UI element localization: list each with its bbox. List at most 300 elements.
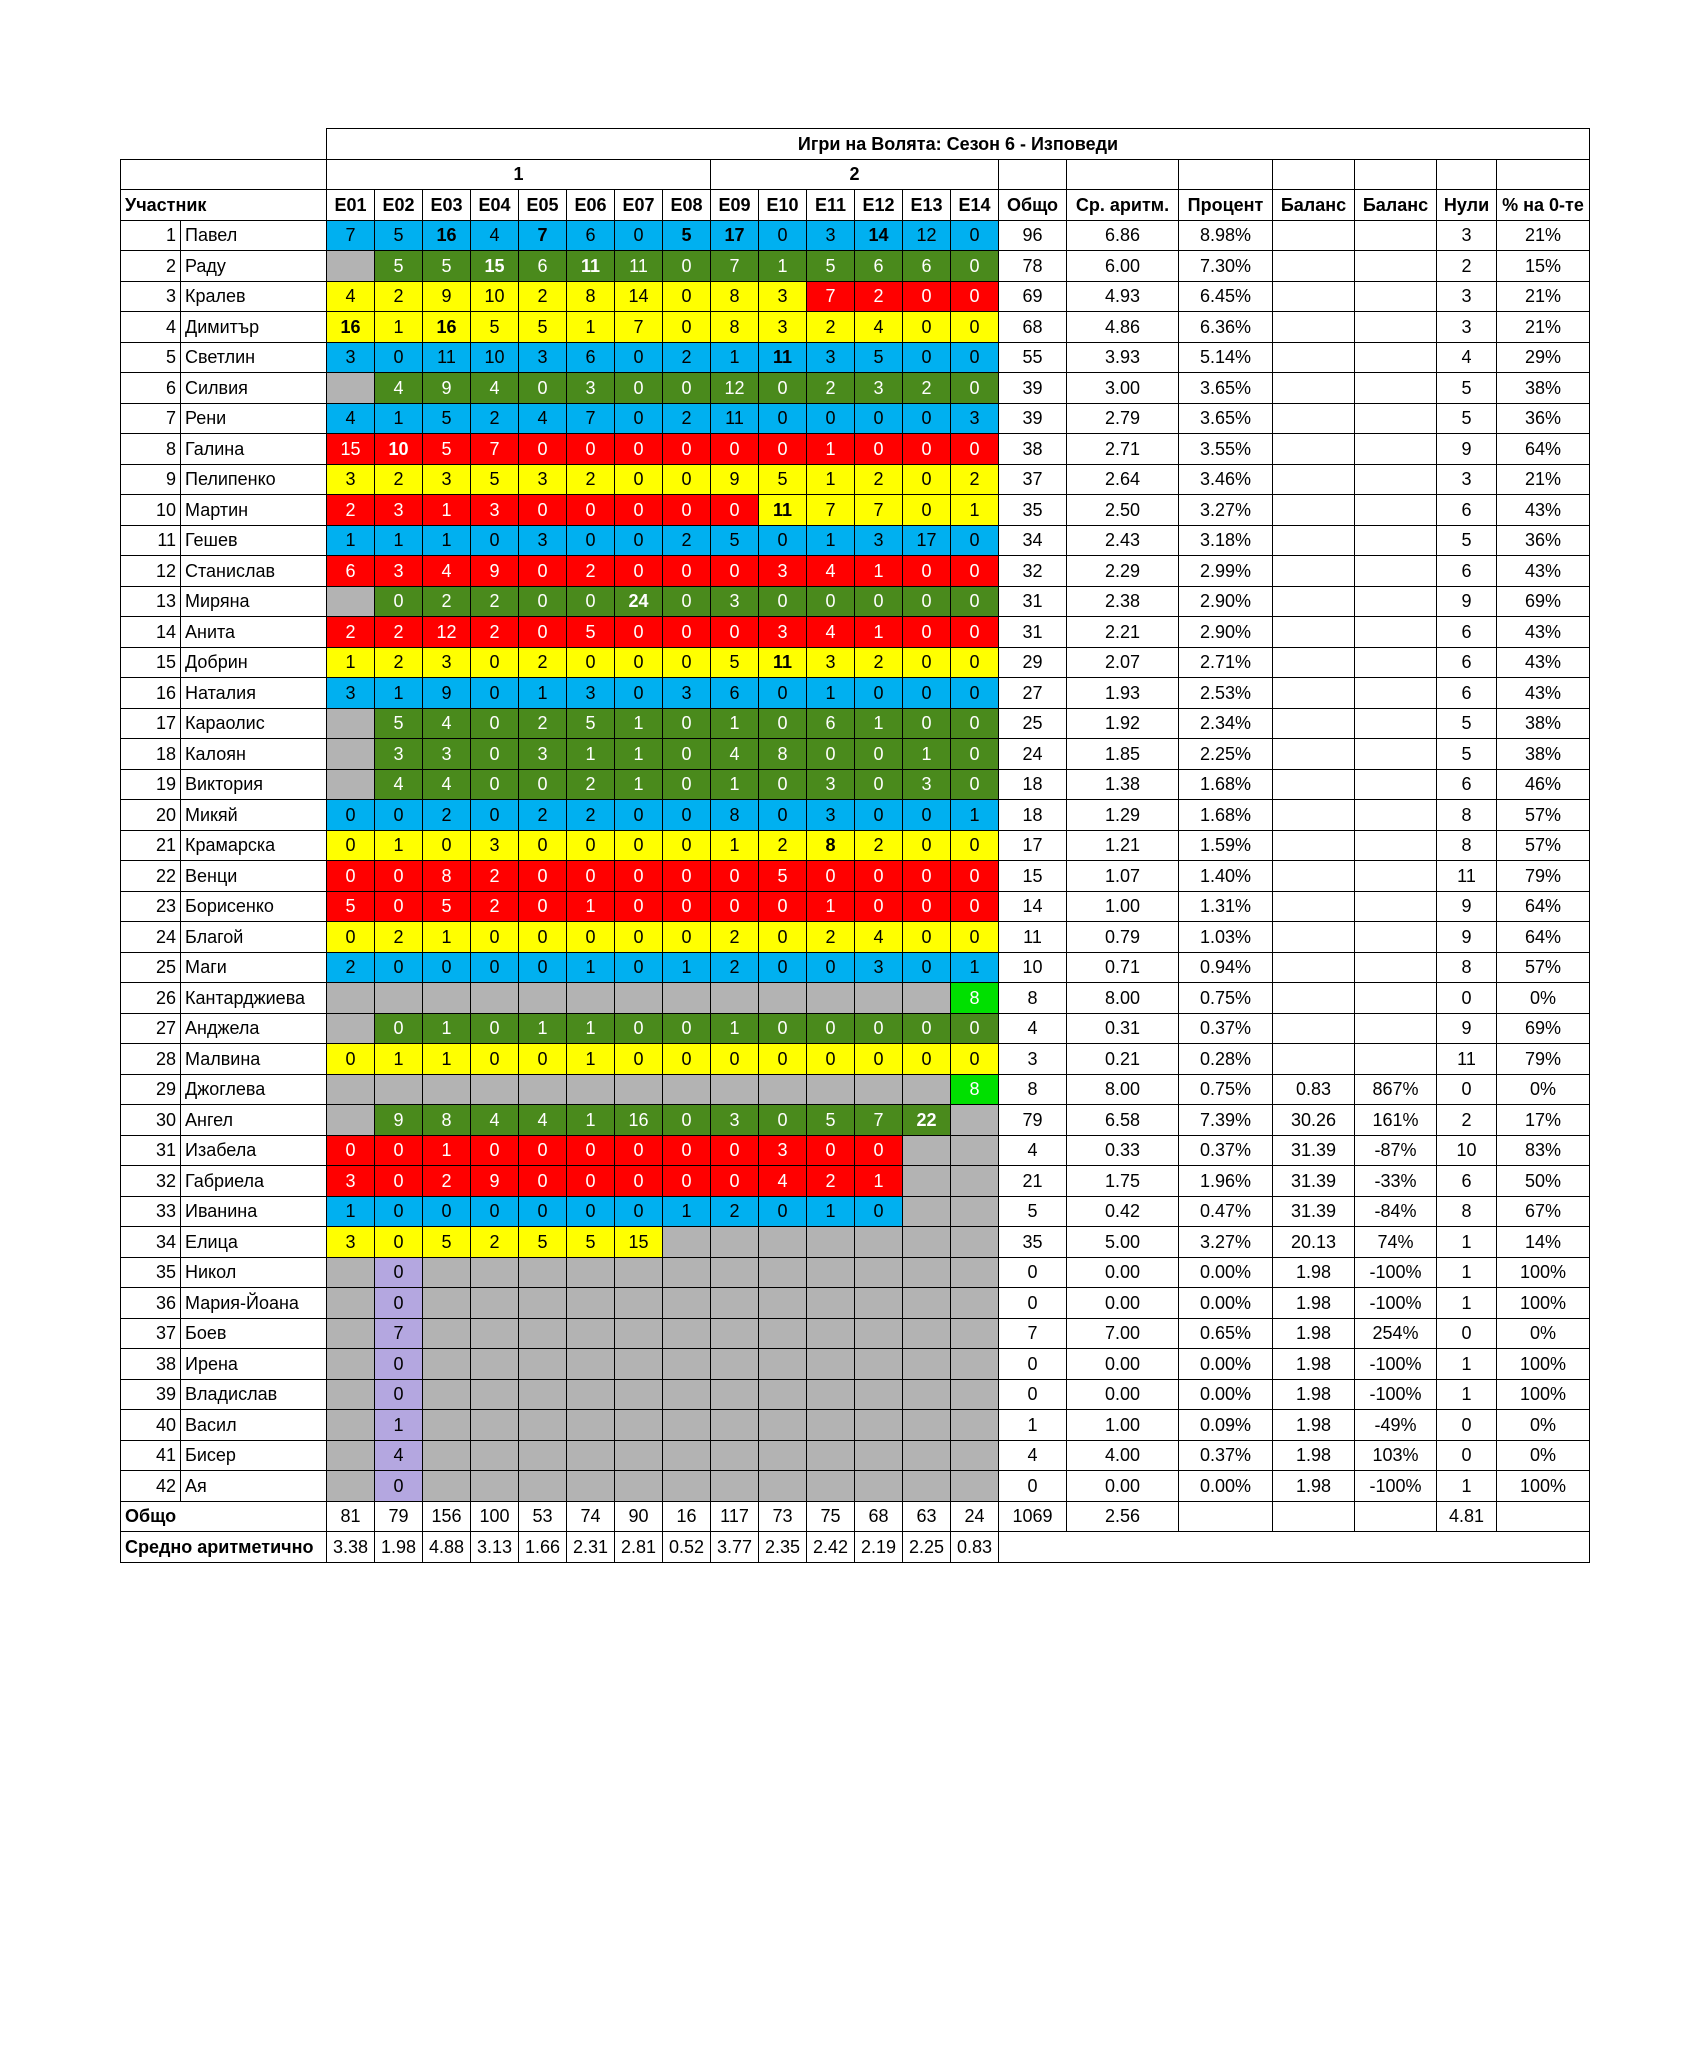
total-cell: 39: [999, 403, 1067, 434]
balance2-cell: -49%: [1355, 1410, 1437, 1441]
score-cell: [807, 1074, 855, 1105]
score-cell: [855, 1318, 903, 1349]
score-cell: [327, 1074, 375, 1105]
balance2-cell: 74%: [1355, 1227, 1437, 1258]
score-cell: [423, 1257, 471, 1288]
row-number: 9: [121, 464, 181, 495]
zeros-pct-cell: 57%: [1497, 830, 1590, 861]
score-cell: [663, 1410, 711, 1441]
episode-average: 0.83: [951, 1532, 999, 1563]
score-cell: 1: [567, 952, 615, 983]
score-cell: 0: [615, 617, 663, 648]
score-cell: 1: [567, 739, 615, 770]
score-cell: 0: [471, 739, 519, 770]
score-cell: 8: [423, 861, 471, 892]
row-number: 28: [121, 1044, 181, 1075]
zeros-pct-cell: 36%: [1497, 525, 1590, 556]
total-cell: 0: [999, 1379, 1067, 1410]
score-cell: 3: [759, 281, 807, 312]
row-number: 39: [121, 1379, 181, 1410]
balance2-cell: [1355, 800, 1437, 831]
row-number: 7: [121, 403, 181, 434]
balance1-cell: 1.98: [1273, 1379, 1355, 1410]
score-cell: 3: [375, 556, 423, 587]
percent-cell: 6.36%: [1179, 312, 1273, 343]
episode-total: 100: [471, 1501, 519, 1532]
score-cell: [807, 1349, 855, 1380]
score-cell: [519, 1318, 567, 1349]
balance1-cell: [1273, 952, 1355, 983]
participant-name: Бисер: [181, 1440, 327, 1471]
score-cell: 3: [423, 739, 471, 770]
score-cell: 2: [519, 281, 567, 312]
score-cell: 5: [423, 1227, 471, 1258]
zeros-cell: 8: [1437, 830, 1497, 861]
balance1-cell: [1273, 739, 1355, 770]
score-cell: [471, 1471, 519, 1502]
score-cell: 2: [663, 525, 711, 556]
score-cell: 0: [663, 1044, 711, 1075]
balance2-cell: -100%: [1355, 1349, 1437, 1380]
title-blank: [121, 129, 327, 160]
episode-total: 79: [375, 1501, 423, 1532]
score-cell: [327, 739, 375, 770]
score-cell: [807, 1227, 855, 1258]
average-cell: 4.86: [1067, 312, 1179, 343]
total-cell: 79: [999, 1105, 1067, 1136]
balance2-cell: [1355, 647, 1437, 678]
score-cell: 0: [951, 525, 999, 556]
score-cell: 0: [615, 1196, 663, 1227]
score-cell: 3: [663, 678, 711, 709]
table-row: [121, 647, 1590, 678]
score-cell: 0: [663, 769, 711, 800]
zeros-pct-cell: 17%: [1497, 1105, 1590, 1136]
balance1-cell: 1.98: [1273, 1471, 1355, 1502]
score-cell: [855, 1440, 903, 1471]
score-cell: [759, 983, 807, 1014]
table-row: [121, 251, 1590, 282]
balance2-cell: 254%: [1355, 1318, 1437, 1349]
score-cell: 6: [807, 708, 855, 739]
balance2-cell: [1355, 769, 1437, 800]
score-cell: [759, 1379, 807, 1410]
percent-cell: 1.03%: [1179, 922, 1273, 953]
score-cell: [327, 708, 375, 739]
score-cell: [951, 1166, 999, 1197]
score-cell: 0: [615, 922, 663, 953]
score-cell: 0: [471, 647, 519, 678]
score-cell: [567, 1440, 615, 1471]
score-cell: [423, 1288, 471, 1319]
score-cell: 9: [375, 1105, 423, 1136]
score-cell: 4: [471, 220, 519, 251]
score-cell: [807, 983, 855, 1014]
score-cell: 1: [855, 1166, 903, 1197]
zeros-cell: 11: [1437, 1044, 1497, 1075]
score-cell: 0: [327, 922, 375, 953]
score-cell: [855, 983, 903, 1014]
balance1-cell: [1273, 556, 1355, 587]
score-cell: [903, 1349, 951, 1380]
score-cell: 2: [423, 586, 471, 617]
score-cell: 0: [375, 1196, 423, 1227]
score-cell: 8: [759, 739, 807, 770]
blank-cell: [1355, 1501, 1437, 1532]
table-row: [121, 861, 1590, 892]
group-pad: [999, 159, 1067, 190]
score-cell: 0: [615, 891, 663, 922]
participant-name: Рени: [181, 403, 327, 434]
zeros-cell: 6: [1437, 647, 1497, 678]
score-cell: [423, 1440, 471, 1471]
score-cell: 0: [663, 312, 711, 343]
total-cell: 5: [999, 1196, 1067, 1227]
zeros-pct-cell: 100%: [1497, 1257, 1590, 1288]
balance2-cell: -100%: [1355, 1288, 1437, 1319]
balance1-cell: [1273, 800, 1355, 831]
score-cell: 1: [855, 617, 903, 648]
participant-name: Владислав: [181, 1379, 327, 1410]
score-cell: 0: [903, 403, 951, 434]
balance2-cell: [1355, 861, 1437, 892]
score-cell: 0: [423, 952, 471, 983]
score-cell: 0: [903, 464, 951, 495]
score-cell: [903, 1379, 951, 1410]
score-cell: 4: [807, 556, 855, 587]
score-cell: 0: [711, 1135, 759, 1166]
score-cell: 0: [375, 1166, 423, 1197]
episode-total: 74: [567, 1501, 615, 1532]
score-cell: 3: [519, 342, 567, 373]
score-cell: 1: [375, 312, 423, 343]
balance2-cell: [1355, 281, 1437, 312]
header-episode-e14: E14: [951, 190, 999, 221]
score-cell: 5: [423, 403, 471, 434]
average-cell: 3.93: [1067, 342, 1179, 373]
total-cell: 18: [999, 800, 1067, 831]
participant-name: Галина: [181, 434, 327, 465]
score-cell: 0: [567, 647, 615, 678]
score-cell: 0: [711, 495, 759, 526]
average-cell: 1.00: [1067, 891, 1179, 922]
score-cell: 2: [567, 769, 615, 800]
score-cell: 3: [711, 1105, 759, 1136]
score-cell: 4: [423, 769, 471, 800]
zeros-pct-cell: 0%: [1497, 1440, 1590, 1471]
zeros-cell: 2: [1437, 251, 1497, 282]
score-cell: 4: [327, 403, 375, 434]
table-row: [121, 1471, 1590, 1502]
percent-cell: 0.75%: [1179, 983, 1273, 1014]
score-cell: [663, 1227, 711, 1258]
score-cell: 5: [759, 464, 807, 495]
balance2-cell: 867%: [1355, 1074, 1437, 1105]
score-cell: [855, 1410, 903, 1441]
score-cell: 1: [567, 312, 615, 343]
balance1-cell: [1273, 251, 1355, 282]
header-episode-e03: E03: [423, 190, 471, 221]
score-cell: 1: [423, 525, 471, 556]
score-cell: 2: [663, 342, 711, 373]
score-cell: 0: [903, 312, 951, 343]
balance1-cell: 1.98: [1273, 1440, 1355, 1471]
score-cell: [615, 1288, 663, 1319]
participant-name: Калоян: [181, 739, 327, 770]
score-cell: 5: [423, 434, 471, 465]
total-cell: 27: [999, 678, 1067, 709]
score-cell: [759, 1318, 807, 1349]
row-number: 41: [121, 1440, 181, 1471]
balance1-cell: 20.13: [1273, 1227, 1355, 1258]
episode-total: 24: [951, 1501, 999, 1532]
score-cell: 5: [567, 617, 615, 648]
average-cell: 5.00: [1067, 1227, 1179, 1258]
score-cell: 0: [375, 342, 423, 373]
score-cell: [615, 1074, 663, 1105]
total-cell: 31: [999, 617, 1067, 648]
zeros-pct-cell: 36%: [1497, 403, 1590, 434]
balance1-cell: [1273, 708, 1355, 739]
balance1-cell: [1273, 281, 1355, 312]
score-cell: 3: [519, 525, 567, 556]
score-cell: 0: [711, 1044, 759, 1075]
score-cell: [807, 1318, 855, 1349]
score-cell: [615, 1349, 663, 1380]
average-cell: 4.93: [1067, 281, 1179, 312]
score-cell: 0: [567, 1166, 615, 1197]
balance2-cell: [1355, 1044, 1437, 1075]
row-number: 6: [121, 373, 181, 404]
total-cell: 25: [999, 708, 1067, 739]
score-cell: [903, 1227, 951, 1258]
percent-cell: 7.30%: [1179, 251, 1273, 282]
percent-cell: 2.34%: [1179, 708, 1273, 739]
score-cell: 4: [711, 739, 759, 770]
zeros-pct-cell: 21%: [1497, 281, 1590, 312]
table-row: [121, 1013, 1590, 1044]
percent-cell: 2.99%: [1179, 556, 1273, 587]
score-cell: 0: [903, 342, 951, 373]
total-cell: 11: [999, 922, 1067, 953]
balance2-cell: [1355, 830, 1437, 861]
score-cell: 0: [519, 952, 567, 983]
episode-total: 63: [903, 1501, 951, 1532]
score-cell: 0: [423, 1196, 471, 1227]
score-cell: 0: [903, 647, 951, 678]
average-cell: 3.00: [1067, 373, 1179, 404]
score-cell: 3: [567, 373, 615, 404]
zeros-pct-cell: 29%: [1497, 342, 1590, 373]
score-cell: 0: [615, 830, 663, 861]
score-cell: 2: [519, 800, 567, 831]
participant-name: Миряна: [181, 586, 327, 617]
score-cell: 0: [951, 1013, 999, 1044]
score-cell: [759, 1471, 807, 1502]
score-cell: 0: [807, 1044, 855, 1075]
score-cell: 0: [471, 952, 519, 983]
participant-name: Павел: [181, 220, 327, 251]
score-cell: [471, 983, 519, 1014]
total-cell: 8: [999, 983, 1067, 1014]
score-cell: [903, 1288, 951, 1319]
score-cell: 7: [567, 403, 615, 434]
score-cell: 2: [711, 952, 759, 983]
episode-total: 73: [759, 1501, 807, 1532]
zeros-cell: 9: [1437, 1013, 1497, 1044]
score-cell: 4: [423, 708, 471, 739]
score-cell: 0: [615, 342, 663, 373]
table-row: [121, 434, 1590, 465]
average-cell: 1.75: [1067, 1166, 1179, 1197]
average-cell: 7.00: [1067, 1318, 1179, 1349]
balance1-cell: [1273, 1013, 1355, 1044]
score-cell: 1: [327, 525, 375, 556]
balance2-cell: [1355, 922, 1437, 953]
average-cell: 1.00: [1067, 1410, 1179, 1441]
header-episode-e13: E13: [903, 190, 951, 221]
average-cell: 1.93: [1067, 678, 1179, 709]
total-cell: 35: [999, 1227, 1067, 1258]
percent-cell: 2.53%: [1179, 678, 1273, 709]
score-cell: 0: [375, 1379, 423, 1410]
score-cell: 3: [327, 1166, 375, 1197]
balance1-cell: [1273, 891, 1355, 922]
zeros-pct-cell: 67%: [1497, 1196, 1590, 1227]
score-cell: [711, 1074, 759, 1105]
score-cell: [855, 1349, 903, 1380]
score-cell: 0: [759, 800, 807, 831]
average-cell: 0.00: [1067, 1349, 1179, 1380]
sheet-title: Игри на Волята: Сезон 6 - Изповеди: [327, 129, 1590, 160]
score-cell: 7: [615, 312, 663, 343]
zeros-pct-cell: 21%: [1497, 220, 1590, 251]
score-cell: 0: [519, 556, 567, 587]
score-cell: 1: [327, 1196, 375, 1227]
episode-average: 0.52: [663, 1532, 711, 1563]
score-cell: 1: [951, 800, 999, 831]
score-cell: 0: [615, 434, 663, 465]
balance2-cell: [1355, 556, 1437, 587]
average-cell: 8.00: [1067, 983, 1179, 1014]
row-number: 20: [121, 800, 181, 831]
score-cell: 1: [711, 708, 759, 739]
score-cell: 0: [903, 281, 951, 312]
score-cell: 0: [615, 1013, 663, 1044]
table-row: [121, 373, 1590, 404]
score-cell: [951, 1196, 999, 1227]
episode-total: 53: [519, 1501, 567, 1532]
score-cell: 1: [663, 1196, 711, 1227]
score-cell: 1: [519, 1013, 567, 1044]
score-cell: 0: [759, 678, 807, 709]
score-cell: [903, 1471, 951, 1502]
score-cell: 0: [759, 1105, 807, 1136]
score-cell: 8: [423, 1105, 471, 1136]
total-cell: 1: [999, 1410, 1067, 1441]
average-cell: 1.29: [1067, 800, 1179, 831]
score-cell: [855, 1074, 903, 1105]
percent-cell: 5.14%: [1179, 342, 1273, 373]
score-cell: 5: [711, 525, 759, 556]
score-cell: 0: [663, 891, 711, 922]
score-cell: 2: [711, 922, 759, 953]
score-cell: 2: [471, 1227, 519, 1258]
total-cell: 14: [999, 891, 1067, 922]
score-cell: [327, 1288, 375, 1319]
score-cell: 0: [951, 342, 999, 373]
score-cell: [423, 1471, 471, 1502]
score-cell: 24: [615, 586, 663, 617]
score-cell: 6: [567, 342, 615, 373]
score-cell: 0: [951, 556, 999, 587]
score-cell: 3: [375, 495, 423, 526]
score-cell: [327, 769, 375, 800]
score-cell: 8: [711, 312, 759, 343]
zeros-cell: 5: [1437, 525, 1497, 556]
score-cell: 0: [615, 1044, 663, 1075]
balance1-cell: [1273, 769, 1355, 800]
score-cell: 0: [903, 678, 951, 709]
average-cell: 0.79: [1067, 922, 1179, 953]
table-row: [121, 1379, 1590, 1410]
balance1-cell: 31.39: [1273, 1196, 1355, 1227]
participant-name: Благой: [181, 922, 327, 953]
score-cell: 2: [471, 617, 519, 648]
average-cell: 2.07: [1067, 647, 1179, 678]
score-cell: 0: [903, 800, 951, 831]
score-cell: 1: [807, 891, 855, 922]
score-cell: 2: [855, 464, 903, 495]
score-cell: 6: [567, 220, 615, 251]
group-2: 2: [711, 159, 999, 190]
participant-name: Боев: [181, 1318, 327, 1349]
score-cell: 3: [807, 800, 855, 831]
percent-cell: 3.18%: [1179, 525, 1273, 556]
table-row: [121, 830, 1590, 861]
row-number: 4: [121, 312, 181, 343]
zeros-pct-cell: 38%: [1497, 708, 1590, 739]
zeros-pct-cell: 100%: [1497, 1379, 1590, 1410]
score-cell: [471, 1410, 519, 1441]
score-cell: 4: [471, 373, 519, 404]
average-cell: 0.00: [1067, 1379, 1179, 1410]
table-row: [121, 1440, 1590, 1471]
score-cell: 0: [471, 678, 519, 709]
score-cell: 0: [663, 861, 711, 892]
participant-name: Изабела: [181, 1135, 327, 1166]
header-percent: Процент: [1179, 190, 1273, 221]
score-cell: 0: [663, 556, 711, 587]
balance1-cell: 31.39: [1273, 1135, 1355, 1166]
episode-average: 2.31: [567, 1532, 615, 1563]
score-cell: 1: [615, 708, 663, 739]
zeros-pct-cell: 83%: [1497, 1135, 1590, 1166]
participant-name: Пелипенко: [181, 464, 327, 495]
row-number: 25: [121, 952, 181, 983]
percent-cell: 0.37%: [1179, 1135, 1273, 1166]
score-cell: 0: [519, 586, 567, 617]
score-cell: 0: [951, 739, 999, 770]
zeros-pct-cell: 14%: [1497, 1227, 1590, 1258]
score-cell: 8: [951, 983, 999, 1014]
zeros-cell: 5: [1437, 708, 1497, 739]
participant-name: Венци: [181, 861, 327, 892]
score-cell: 0: [807, 403, 855, 434]
score-cell: 0: [855, 1135, 903, 1166]
score-cell: 7: [855, 495, 903, 526]
table-row: [121, 403, 1590, 434]
